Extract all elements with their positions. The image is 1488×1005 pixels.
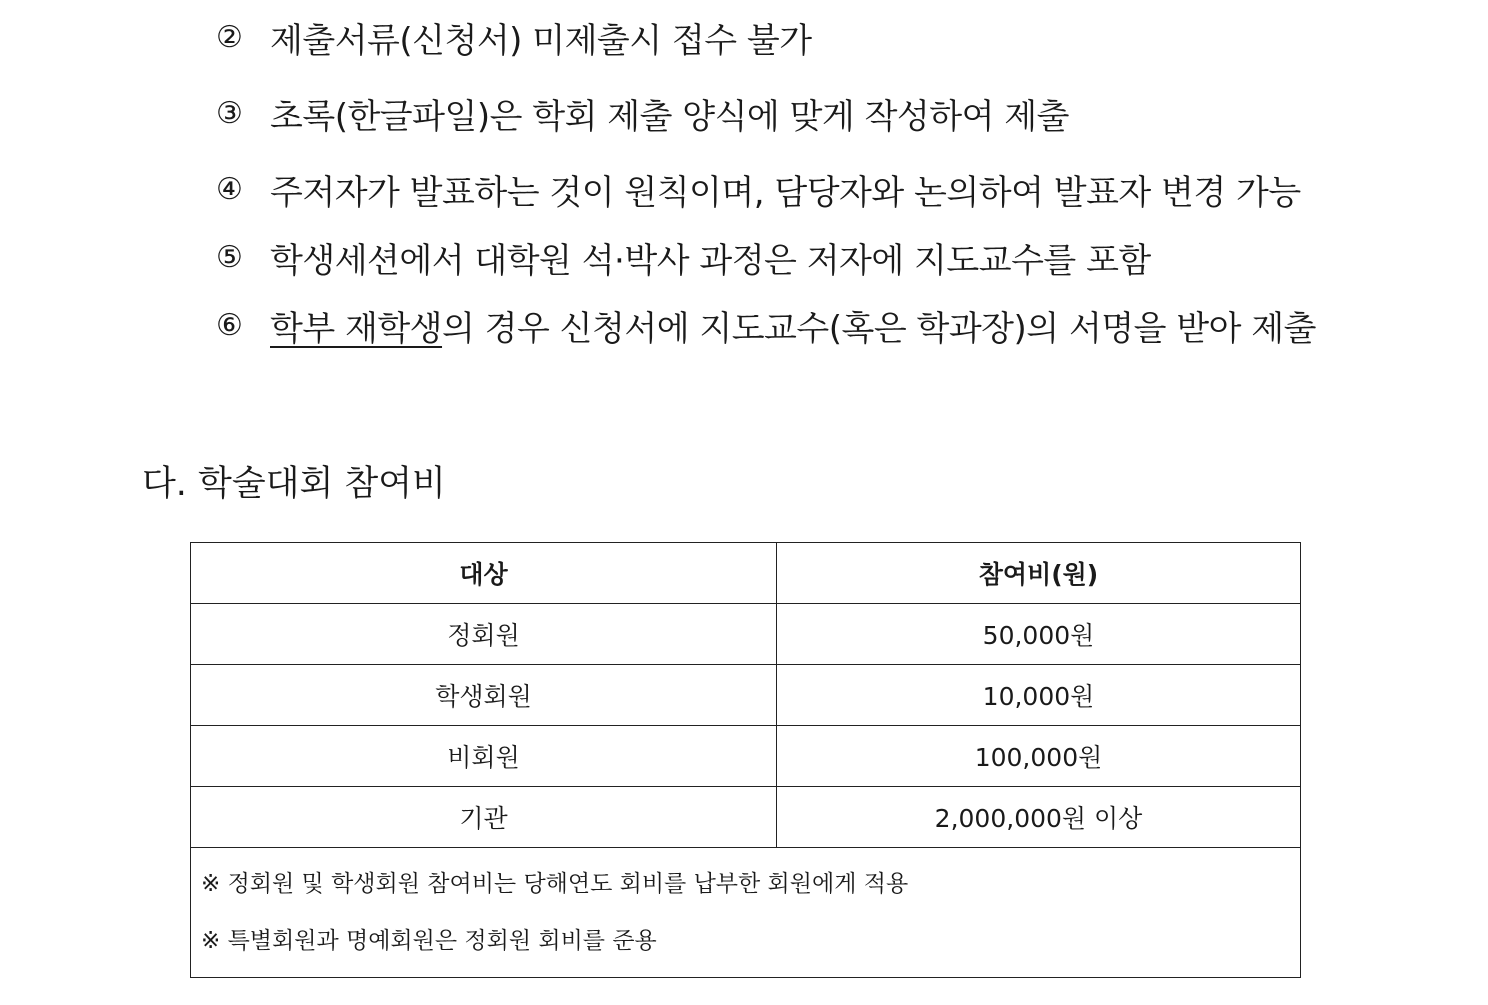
notes-cell: [191, 848, 1301, 978]
table-header-row: [191, 543, 1301, 604]
table-row: [191, 604, 1301, 665]
column-header-fee: 참여비(원): [777, 543, 1301, 604]
target-cell: 정회원: [191, 604, 777, 665]
note-line: ※ 특별회원과 명예회원은 정회원 회비를 준용: [201, 928, 657, 954]
table-row: [191, 726, 1301, 787]
target-cell: 학생회원: [191, 665, 777, 726]
requirement-item-4: [216, 164, 1301, 214]
requirement-text: 주저자가 발표하는 것이 원칙이며, 담당자와 논의하여 발표자 변경 가능: [270, 172, 1301, 213]
list-marker: ⑥: [216, 307, 243, 343]
note-line: ※ 정회원 및 학생회원 참여비는 당해연도 회비를 납부한 회원에게 적용: [201, 871, 909, 897]
requirement-text: 학생세션에서 대학원 석·박사 과정은 저자에 지도교수를 포함: [270, 240, 1151, 281]
requirement-text: 초록(한글파일)은 학회 제출 양식에 맞게 작성하여 제출: [270, 96, 1069, 137]
target-cell: 비회원: [191, 726, 777, 787]
list-marker: ③: [216, 95, 243, 131]
underlined-emphasis: 학부 재학생: [270, 308, 443, 349]
table-row: [191, 787, 1301, 848]
requirement-text: 의 경우 신청서에 지도교수(혹은 학과장)의 서명을 받아 제출: [442, 308, 1316, 349]
fee-cell: 50,000원: [777, 604, 1301, 665]
list-marker: ④: [216, 171, 243, 207]
fee-table: [190, 542, 1301, 978]
requirement-item-5: [216, 232, 1151, 282]
requirement-item-6: [216, 300, 1316, 350]
requirement-text: 제출서류(신청서) 미제출시 접수 불가: [270, 20, 812, 61]
fee-cell: 2,000,000원 이상: [777, 787, 1301, 848]
section-heading: 다. 학술대회 참여비: [142, 464, 446, 504]
fee-cell: 10,000원: [777, 665, 1301, 726]
fee-cell: 100,000원: [777, 726, 1301, 787]
list-marker: ②: [216, 19, 243, 55]
requirement-item-3: [216, 88, 1069, 138]
table-notes-row: [191, 848, 1301, 978]
target-cell: 기관: [191, 787, 777, 848]
table-row: [191, 665, 1301, 726]
list-marker: ⑤: [216, 239, 243, 275]
column-header-target: 대상: [191, 543, 777, 604]
requirement-item-2: [216, 12, 812, 62]
